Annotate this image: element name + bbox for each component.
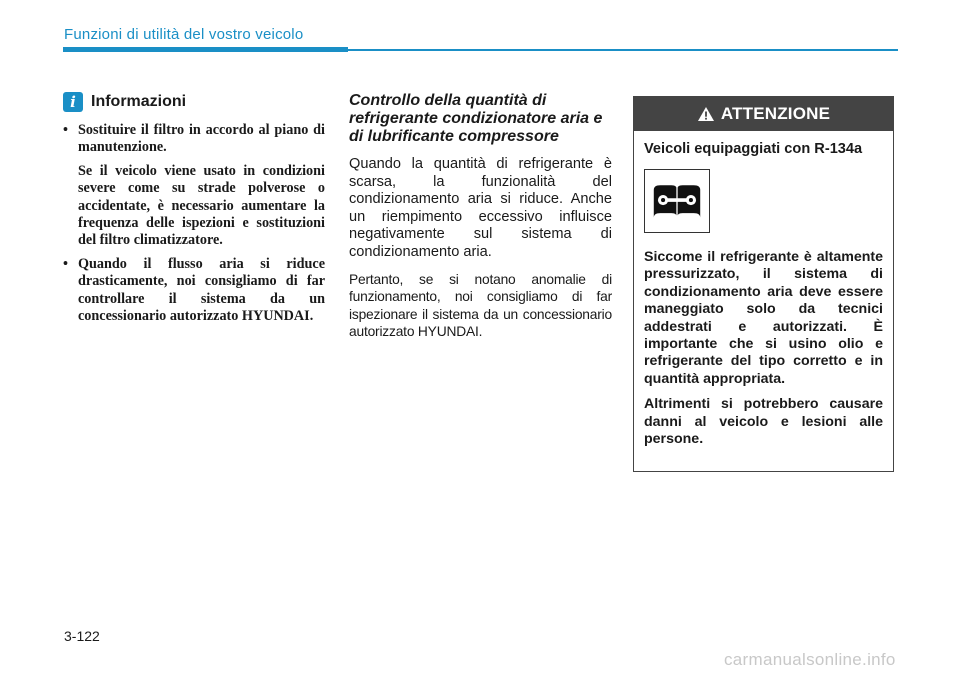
section-para-2: Pertanto, se si notano anomalie di funzionamento, noi consigliamo di far ispezionare il sistema da un concessionario autorizzato HYUNDAI. (349, 271, 612, 340)
info-heading (63, 92, 325, 112)
warning-triangle-icon (697, 106, 715, 122)
section-title: Controllo della quantità di refrigerante condizionatore aria e di lubrificante compressore (349, 92, 603, 145)
header-bar-thick (63, 47, 348, 52)
section-column (349, 92, 612, 350)
warning-subtitle: Veicoli equipaggiati con R-134a (644, 141, 863, 157)
info-item-1-para-2: Se il veicolo viene usato in condizioni severe come su strade polverose o accidentate, è necessario aumentare la frequenza delle ispezioni e sostituzioni del filtro climatizzatore. (78, 162, 325, 249)
warning-header (634, 97, 893, 131)
warning-para-1: Siccome il refrigerante è altamente pressurizzato, il sistema di condizionamento aria deve essere maneggiato solo da tecnici addestrati e autorizzati. È importante che si usino olio e refrigerante del tipo corretto e in quantità appropriata. (644, 249, 883, 387)
section-para-1: Quando la quantità di refrigerante è scarsa, la funzionalità del condizionamento aria si riduce. Anche un riempimento eccessivo influisce negativamente sul sistema di condizionamento aria. (349, 156, 612, 260)
header-bar-thin (348, 49, 898, 51)
page-number: 3-122 (64, 628, 100, 644)
info-item-2-para-1: • Quando il flusso aria si riduce drasticamente, noi consigliamo di far controllare il sistema da un concessionario autorizzato HYUNDAI. (78, 255, 325, 325)
info-icon: i (63, 92, 83, 112)
manual-wrench-icon (644, 169, 710, 233)
warning-title: ATTENZIONE (720, 104, 831, 123)
list-item (63, 122, 325, 250)
header-title: Funzioni di utilità del vostro veicolo (64, 26, 304, 43)
warning-box (633, 96, 894, 472)
watermark: carmanualsonline.info (724, 650, 896, 669)
warning-para-2: Altrimenti si potrebbero causare danni al veicolo e lesioni alle persone. (644, 396, 883, 448)
info-title: Informazioni (91, 93, 187, 110)
info-list (63, 122, 325, 325)
list-item (63, 256, 325, 326)
info-column (63, 92, 325, 331)
info-item-1-para-1: • Sostituire il filtro in accordo al piano di manutenzione. (78, 122, 325, 156)
